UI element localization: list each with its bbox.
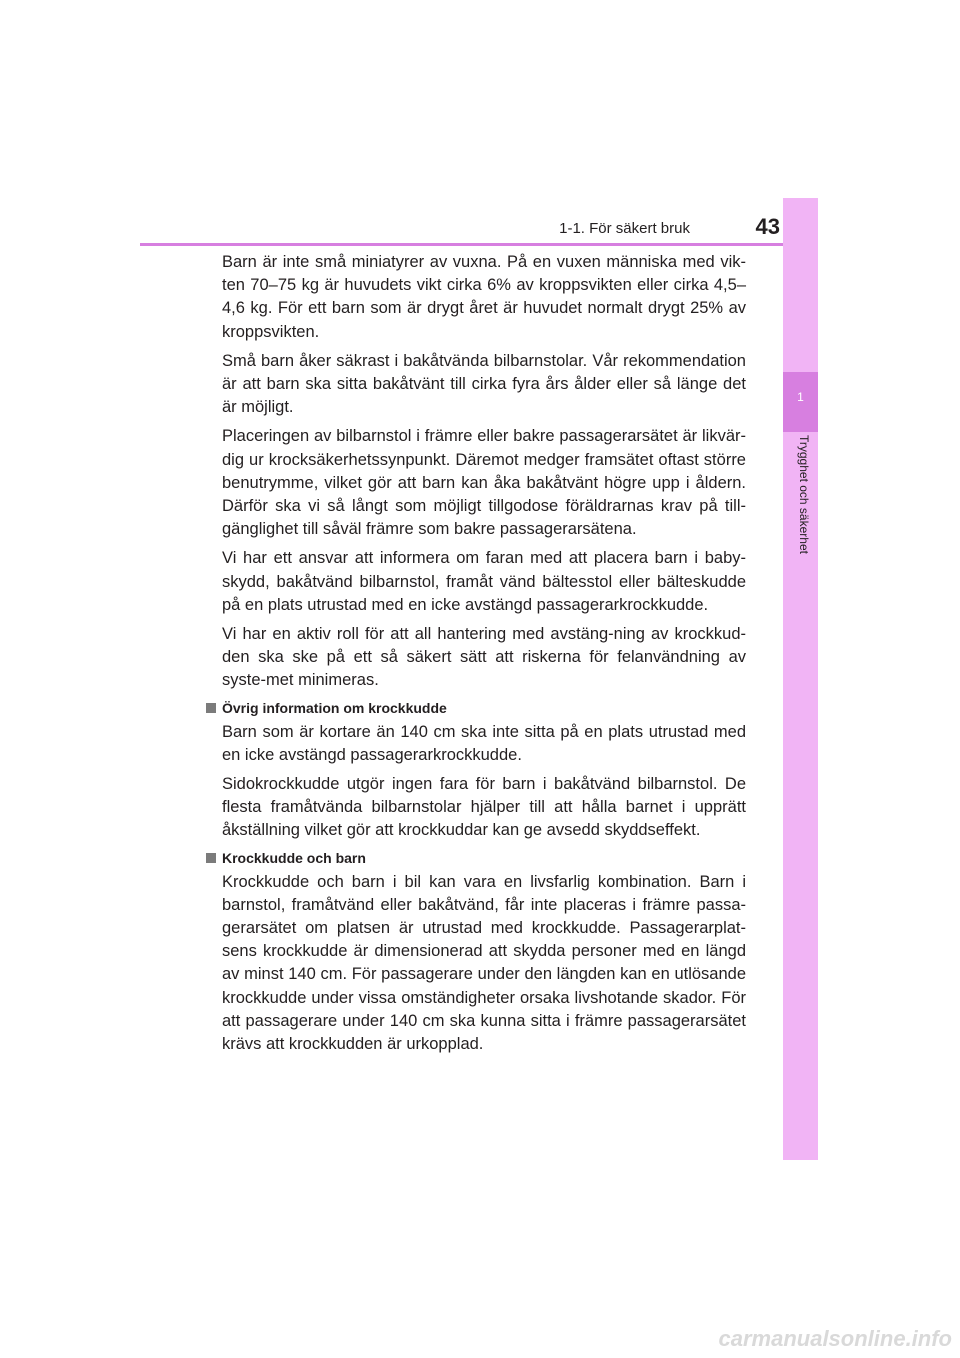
square-bullet-icon — [206, 853, 216, 863]
header-rule — [140, 243, 818, 246]
body-paragraph: Barn som är kortare än 140 cm ska inte sitta på en plats utrustad med en icke avstängd passagerarkrockkudde. — [222, 722, 746, 764]
body-paragraph: Placeringen av bilbarnstol i främre eller bakre passagerarsätet är likvär-dig ur krocksäkerhetssynpunkt. Däremot medger framsätet oftast större benutrymme, vilket gör att barn kan åka bakåtvänt högre upp i åldern. Därför ska vi så långt som möjligt tillgodose föräldrarnas krav på till-gänglighet till såväl främre som bakre passagerarsätena. — [222, 427, 746, 539]
square-bullet-icon — [206, 703, 216, 713]
section-heading-text: Krockkudde och barn — [222, 849, 366, 866]
chapter-title: Trygghet och säkerhet — [797, 435, 811, 554]
section-heading-krockkudde-och-barn — [206, 849, 746, 867]
body-paragraph: Barn är inte små miniatyrer av vuxna. På en vuxen människa med vik-ten 70–75 kg är huvudets vikt cirka 6% av kroppsvikten eller cirka 4,5–4,6 kg. För ett barn som är drygt året är huvudet normalt drygt 25% av kroppsvikten. — [222, 253, 746, 341]
body-paragraph: Sidokrockkudde utgör ingen fara för barn i bakåtvänd bilbarnstol. De flesta framåtvända bilbarnstolar hjälper till att hålla barnet i upprätt åkställning vilket gör att krockkuddar kan ge avsedd skyddseffekt. — [222, 775, 746, 840]
watermark: carmanualsonline.info — [718, 1326, 952, 1351]
body-paragraph: Små barn åker säkrast i bakåtvända bilbarnstolar. Vår rekommendation är att barn ska sitta bakåtvänt till cirka fyra års ålder eller så länge det är möjligt. — [222, 351, 746, 417]
section-heading-ovrig-information — [206, 699, 746, 717]
chapter-side-tab — [783, 198, 818, 1160]
section-heading-text: Övrig information om krockkudde — [222, 699, 447, 716]
body-paragraph: Vi har ett ansvar att informera om faran med att placera barn i baby-skydd, bakåtvänd bilbarnstol, framåt vänd bältesstol eller bälteskudde på en plats utrustad med en icke avstängd passagerarkrockkudde. — [222, 549, 746, 614]
running-header-section: 1-1. För säkert bruk — [559, 220, 690, 237]
chapter-number: 1 — [797, 390, 804, 404]
page-number: 43 — [755, 214, 780, 239]
page-body — [206, 251, 746, 1062]
body-paragraph: Krockkudde och barn i bil kan vara en livsfarlig kombination. Barn i barnstol, framåtvänd eller bakåtvänd, får inte placeras i främre passa-gerarsätet om platsen är utrustad med krockkudde. Passagerarplat-sens krockkudde är dimensionerad att skydda personer med en längd av minst 140 cm. För passagerare under den längden kan en utlösande krockkudde under vissa omständigheter orsaka livshotande skador. För att passagerare under 140 cm ska kunna sitta i främre passagerarsätet krävs att krockkudden är urkopplad. — [222, 872, 746, 1054]
body-paragraph: Vi har en aktiv roll för att all hantering med avstäng-ning av krockkud-den ska ske på ett så säkert sätt att riskerna för felanvändning av syste-met minimeras. — [222, 625, 746, 690]
